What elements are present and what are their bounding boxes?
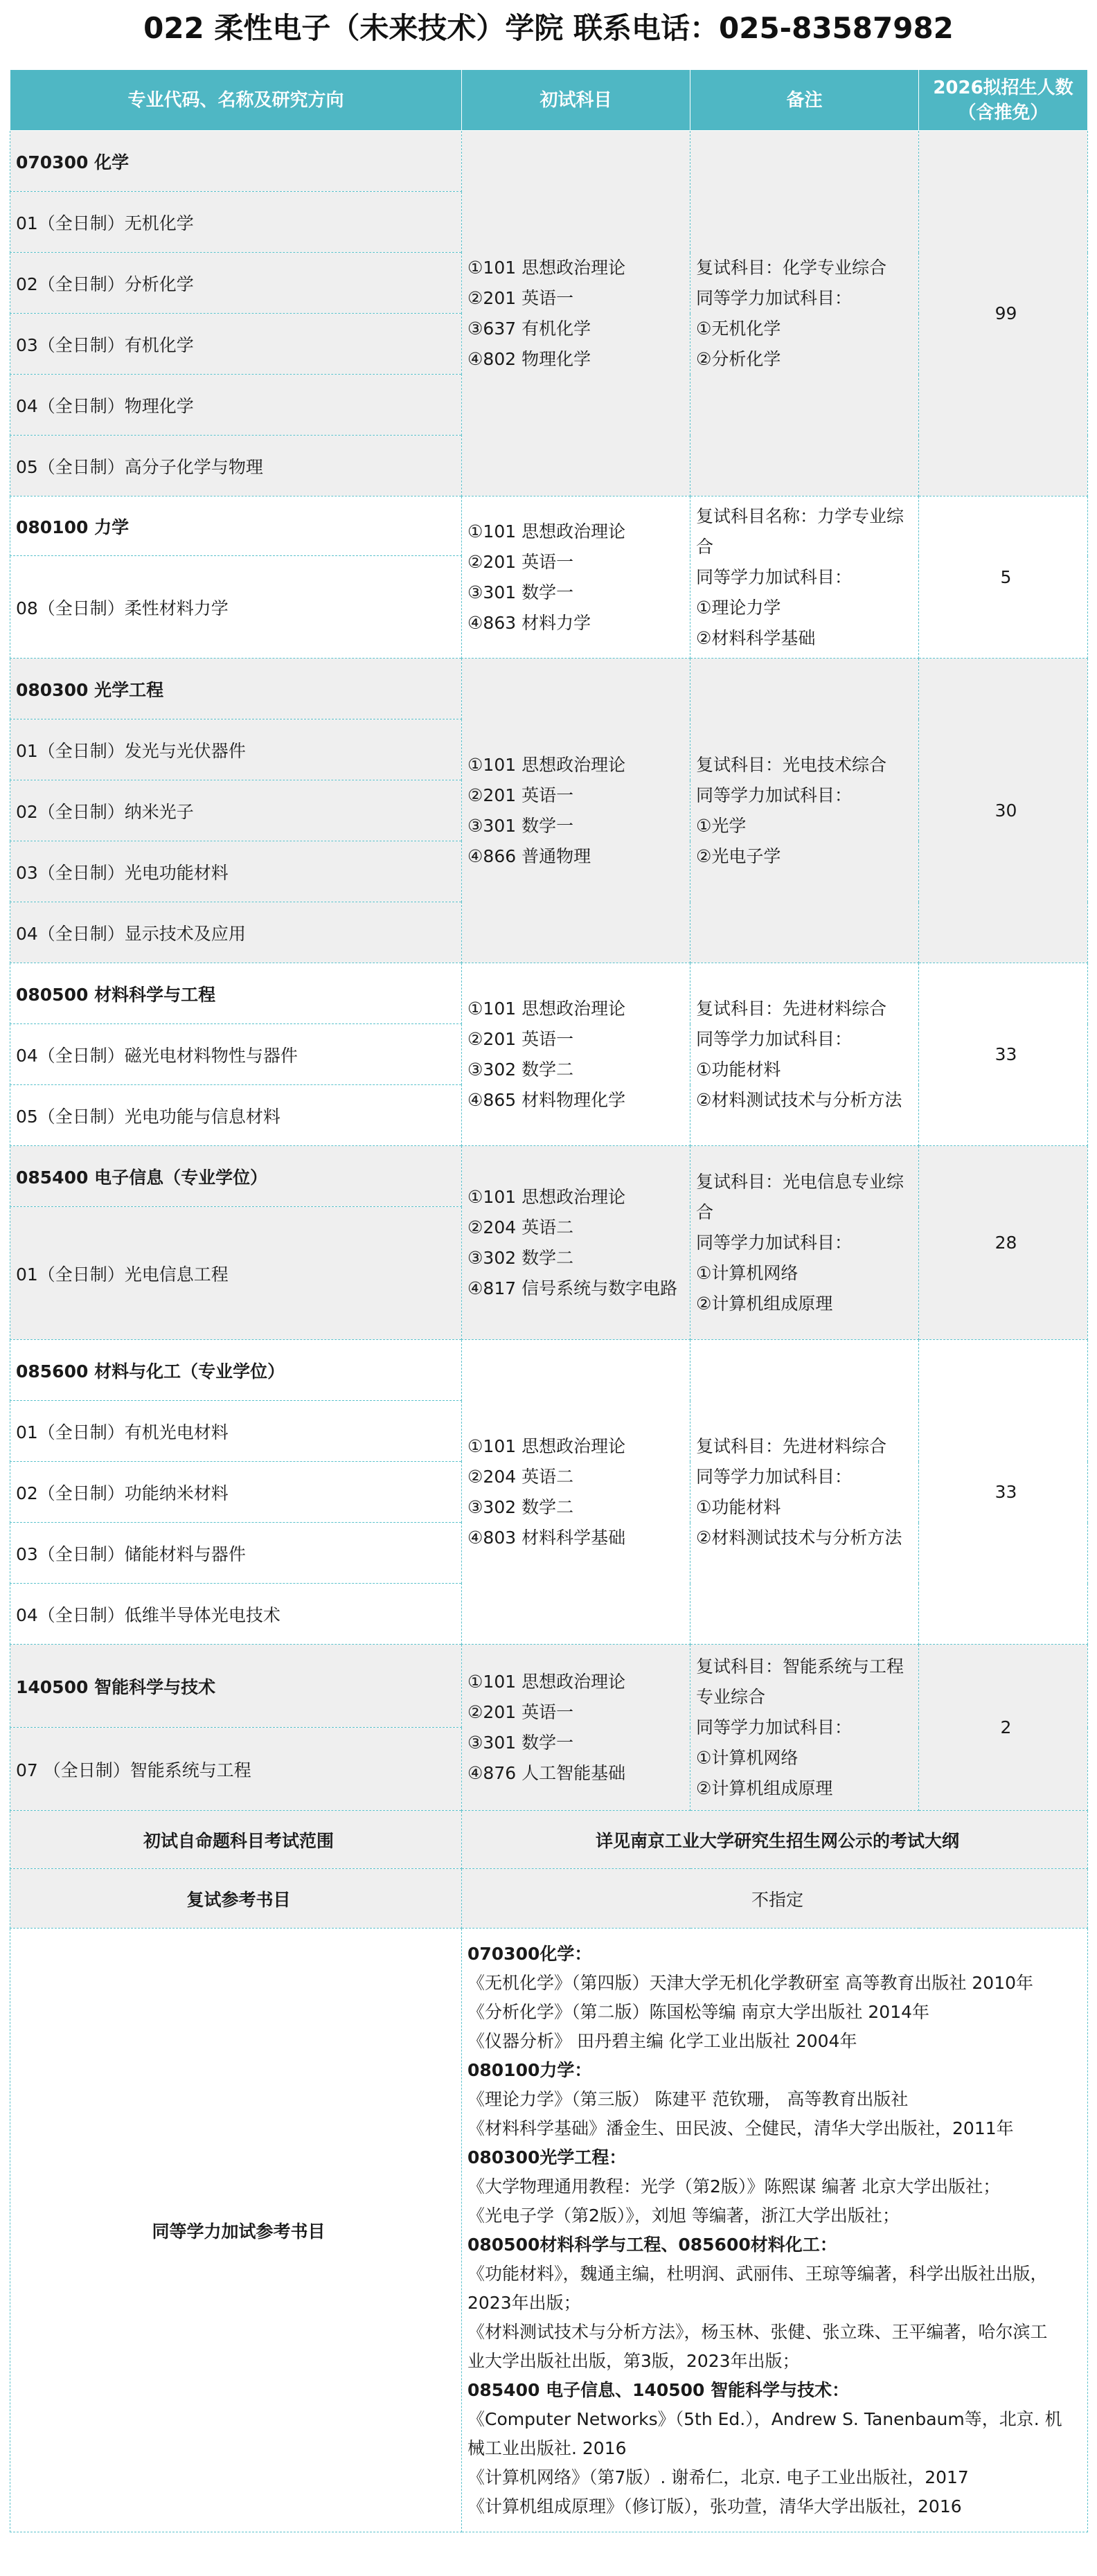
note-line: 复试科目：光电技术综合 [696,754,887,775]
extra-books-row [10,1929,1088,2532]
exam-subject: ②204 英语二 [467,1217,574,1237]
exam-subject: ②204 英语二 [467,1466,574,1487]
book-entry: 《理论力学》（第三版） 陈建平 范钦珊， 高等教育出版社 [467,2088,909,2109]
research-direction: 02（全日制）功能纳米材料 [10,1462,462,1523]
note-line: ②材料科学基础 [696,627,816,648]
retest-books-value: 不指定 [462,1869,1088,1929]
exam-subjects [462,1645,690,1811]
exam-subject: ④876 人工智能基础 [467,1762,626,1783]
exam-subject: ①101 思想政治理论 [467,998,626,1019]
major-name: 085600 材料与化工（专业学位） [10,1340,462,1401]
enrollment-count: 5 [919,497,1088,659]
notes [690,963,919,1146]
note-line: 专业综合 [696,1686,766,1707]
research-direction: 05（全日制）光电功能与信息材料 [10,1085,462,1146]
header-count-line2: （含推免） [958,102,1049,123]
research-direction: 01（全日制）无机化学 [10,192,462,253]
book-entry: 《大学物理通用教程：光学（第2版）》陈熙谋 编著 北京大学出版社； [467,2176,1001,2197]
major-row [10,1146,1088,1207]
exam-subjects [462,131,690,497]
book-entry: 《光电子学（第2版）》，刘旭 等编著，浙江大学出版社； [467,2205,900,2226]
note-line: ②计算机组成原理 [696,1293,833,1314]
header-notes: 备注 [690,70,919,131]
self-exam-row [10,1811,1088,1869]
exam-subject: ④817 信号系统与数字电路 [467,1278,678,1298]
notes [690,131,919,497]
exam-subjects [462,1340,690,1645]
book-section-heading: 080300光学工程： [467,2147,627,2167]
notes [690,497,919,659]
note-line: ①无机化学 [696,318,781,339]
notes [690,1146,919,1340]
exam-subjects [462,963,690,1146]
book-entry: 《计算机网络》（第7版）. 谢希仁，北京. 电子工业出版社，2017 [467,2467,969,2487]
research-direction: 04（全日制）物理化学 [10,375,462,436]
exam-subject: ①101 思想政治理论 [467,521,626,542]
exam-subject: ①101 思想政治理论 [467,1435,626,1456]
book-entry: 械工业出版社. 2016 [467,2438,627,2458]
book-entry: 《功能材料》，魏通主编，杜明润、武丽伟、王琼等编著，科学出版社出版， [467,2263,1048,2284]
note-line: 同等学力加试科目： [696,1232,853,1253]
retest-books-row [10,1869,1088,1929]
major-name: 070300 化学 [10,131,462,192]
exam-subject: ③302 数学二 [467,1059,574,1080]
major-row [10,659,1088,719]
note-line: 同等学力加试科目： [696,566,853,587]
note-line: ①功能材料 [696,1496,781,1517]
enrollment-count: 33 [919,1340,1088,1645]
exam-subject: ④863 材料力学 [467,612,591,633]
major-name: 140500 智能科学与技术 [10,1645,462,1728]
note-line: 合 [696,536,714,557]
book-section-heading: 080100力学： [467,2059,592,2080]
book-entry: 《计算机组成原理》（修订版），张功萱，清华大学出版社，2016 [467,2496,962,2516]
note-line: ①功能材料 [696,1059,781,1080]
major-name: 080100 力学 [10,497,462,556]
note-line: 合 [696,1201,714,1222]
self-exam-value: 详见南京工业大学研究生招生网公示的考试大纲 [462,1811,1088,1869]
note-line: 同等学力加试科目： [696,1717,853,1737]
exam-subject: ④865 材料物理化学 [467,1089,626,1110]
research-direction: 04（全日制）磁光电材料物性与器件 [10,1024,462,1085]
exam-subjects [462,659,690,963]
exam-subject: ④803 材料科学基础 [467,1527,626,1548]
book-entry: 《Computer Networks》（5th Ed.），Andrew S. Tanenbaum等，北京. 机 [467,2408,1062,2429]
header-subjects: 初试科目 [462,70,690,131]
major-row [10,497,1088,556]
research-direction: 04（全日制）低维半导体光电技术 [10,1584,462,1645]
enrollment-count: 30 [919,659,1088,963]
note-line: ①理论力学 [696,597,781,618]
exam-subject: ②201 英语一 [467,1701,574,1722]
book-entry: 《分析化学》（第二版）陈国松等编 南京大学出版社 2014年 [467,2001,930,2022]
page-title: 022 柔性电子（未来技术）学院 联系电话：025-83587982 [143,11,954,45]
exam-subject: ①101 思想政治理论 [467,257,626,278]
extra-books-label: 同等学力加试参考书目 [10,1929,462,2532]
note-line: ②计算机组成原理 [696,1778,833,1798]
exam-subject: ②201 英语一 [467,287,574,308]
major-name: 085400 电子信息（专业学位） [10,1146,462,1207]
exam-subjects [462,1146,690,1340]
major-row [10,963,1088,1024]
note-line: 同等学力加试科目： [696,1466,853,1487]
note-line: 同等学力加试科目： [696,287,853,308]
exam-subject: ②201 英语一 [467,551,574,572]
enrollment-count: 28 [919,1146,1088,1340]
book-entry: 《材料科学基础》潘金生、田民波、仝健民，清华大学出版社，2011年 [467,2118,1014,2138]
major-name: 080300 光学工程 [10,659,462,719]
note-line: ②材料测试技术与分析方法 [696,1089,902,1110]
self-exam-label: 初试自命题科目考试范围 [10,1811,462,1869]
book-entry: 2023年出版； [467,2292,581,2313]
header-count-line1: 2026拟招生人数 [933,77,1073,98]
note-line: 复试科目名称：力学专业综 [696,506,904,526]
exam-subject: ①101 思想政治理论 [467,754,626,775]
exam-subject: ④866 普通物理 [467,846,591,866]
exam-subject: ③637 有机化学 [467,318,591,339]
note-line: 复试科目：化学专业综合 [696,257,887,278]
book-section-heading: 085400 电子信息、140500 智能科学与技术： [467,2379,850,2400]
exam-subject: ②201 英语一 [467,785,574,805]
note-line: ①计算机网络 [696,1747,799,1768]
research-direction: 02（全日制）纳米光子 [10,780,462,841]
research-direction: 01（全日制）光电信息工程 [10,1207,462,1340]
notes [690,1340,919,1645]
research-direction: 05（全日制）高分子化学与物理 [10,436,462,497]
enrollment-count: 2 [919,1645,1088,1811]
note-line: 复试科目：先进材料综合 [696,1435,887,1456]
book-section-heading: 080500材料科学与工程、085600材料化工： [467,2234,837,2255]
header-major: 专业代码、名称及研究方向 [10,70,462,131]
book-section-heading: 070300化学： [467,1943,592,1964]
exam-subject: ①101 思想政治理论 [467,1671,626,1692]
book-entry: 《无机化学》（第四版）天津大学无机化学教研室 高等教育出版社 2010年 [467,1972,1034,1993]
major-row [10,1340,1088,1401]
note-line: ①计算机网络 [696,1262,799,1283]
exam-subject: ③302 数学二 [467,1496,574,1517]
exam-subject: ③301 数学一 [467,1732,574,1753]
note-line: ①光学 [696,815,747,836]
research-direction: 03（全日制）储能材料与器件 [10,1523,462,1584]
notes [690,659,919,963]
note-line: 同等学力加试科目： [696,1028,853,1049]
major-row [10,1645,1088,1728]
exam-subject: ③301 数学一 [467,815,574,836]
research-direction: 07 （全日制）智能系统与工程 [10,1728,462,1811]
admission-table [10,69,1088,2532]
exam-subject: ④802 物理化学 [467,348,591,369]
note-line: ②分析化学 [696,348,781,369]
table-header-row [10,70,1088,131]
note-line: 同等学力加试科目： [696,785,853,805]
research-direction: 03（全日制）光电功能材料 [10,841,462,902]
note-line: 复试科目：智能系统与工程 [696,1656,904,1676]
major-name: 080500 材料科学与工程 [10,963,462,1024]
major-row [10,131,1088,192]
note-line: 复试科目：先进材料综合 [696,998,887,1019]
note-line: 复试科目：光电信息专业综 [696,1171,904,1192]
book-entry: 《仪器分析》 田丹碧主编 化学工业出版社 2004年 [467,2030,857,2051]
notes [690,1645,919,1811]
exam-subject: ②201 英语一 [467,1028,574,1049]
research-direction: 08（全日制）柔性材料力学 [10,556,462,659]
header-count [919,70,1088,131]
note-line: ②光电子学 [696,846,781,866]
exam-subjects [462,497,690,659]
research-direction: 03（全日制）有机化学 [10,314,462,375]
research-direction: 01（全日制）有机光电材料 [10,1401,462,1462]
research-direction: 04（全日制）显示技术及应用 [10,902,462,963]
exam-subject: ③301 数学一 [467,582,574,602]
book-entry: 《材料测试技术与分析方法》，杨玉林、张健、张立珠、王平编著，哈尔滨工 [467,2321,1048,2342]
retest-books-label: 复试参考书目 [10,1869,462,1929]
extra-books-list [462,1929,1088,2532]
research-direction: 01（全日制）发光与光伏器件 [10,719,462,780]
note-line: ②材料测试技术与分析方法 [696,1527,902,1548]
exam-subject: ①101 思想政治理论 [467,1186,626,1207]
exam-subject: ③302 数学二 [467,1247,574,1268]
research-direction: 02（全日制）分析化学 [10,253,462,314]
book-entry: 业大学出版社出版，第3版，2023年出版； [467,2350,800,2371]
enrollment-count: 99 [919,131,1088,497]
enrollment-count: 33 [919,963,1088,1146]
